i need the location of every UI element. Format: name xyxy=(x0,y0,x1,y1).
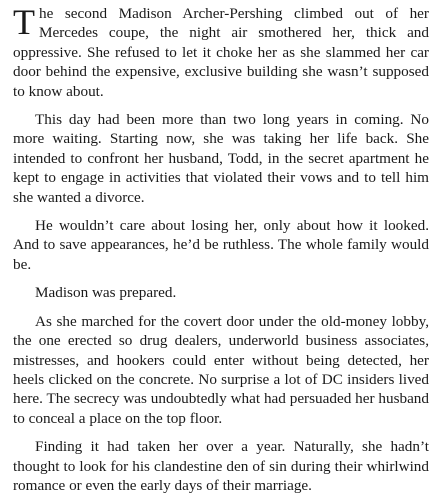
paragraph-5: As she marched for the covert door under the old-money lobby, the one erected so drug dealers, underworld business associates, mistresses, and hookers could enter without being detected, her heels clicked on the concrete. No surprise a lot of DC insiders lived here. The secrecy was undoubtedly what had persuaded her husband to conceal a place on the top floor. xyxy=(13,312,429,427)
paragraph-6: Finding it had taken her over a year. Naturally, she hadn’t thought to look for his clandestine den of sin during their whirlwind romance or even the early days of their marriage. xyxy=(13,438,429,494)
paragraph-4: Madison was prepared. xyxy=(35,284,177,302)
paragraph-3: He wouldn’t care about losing her, only about how it looked. And to save appearances, he’d be ruthless. The whole family would be. xyxy=(13,217,429,273)
paragraph-1 xyxy=(13,4,429,101)
document-page xyxy=(13,4,429,504)
paragraph-2: This day had been more than two long years in coming. No more waiting. Starting now, she was taking her life back. She intended to confront her husband, Todd, in the secret apartment he kept to engage in activities that violated their vows and to tell him she wanted a divorce. xyxy=(13,111,429,206)
paragraph-1-text: he second Madison Archer-Pershing climbed out of her Mercedes coupe, the night air smothered her, thick and oppressive. She refused to let it choke her as she slammed her car door behind the expensive, exclusive building she wasn’t supposed to know about. xyxy=(13,5,429,100)
drop-cap: T xyxy=(13,2,35,42)
